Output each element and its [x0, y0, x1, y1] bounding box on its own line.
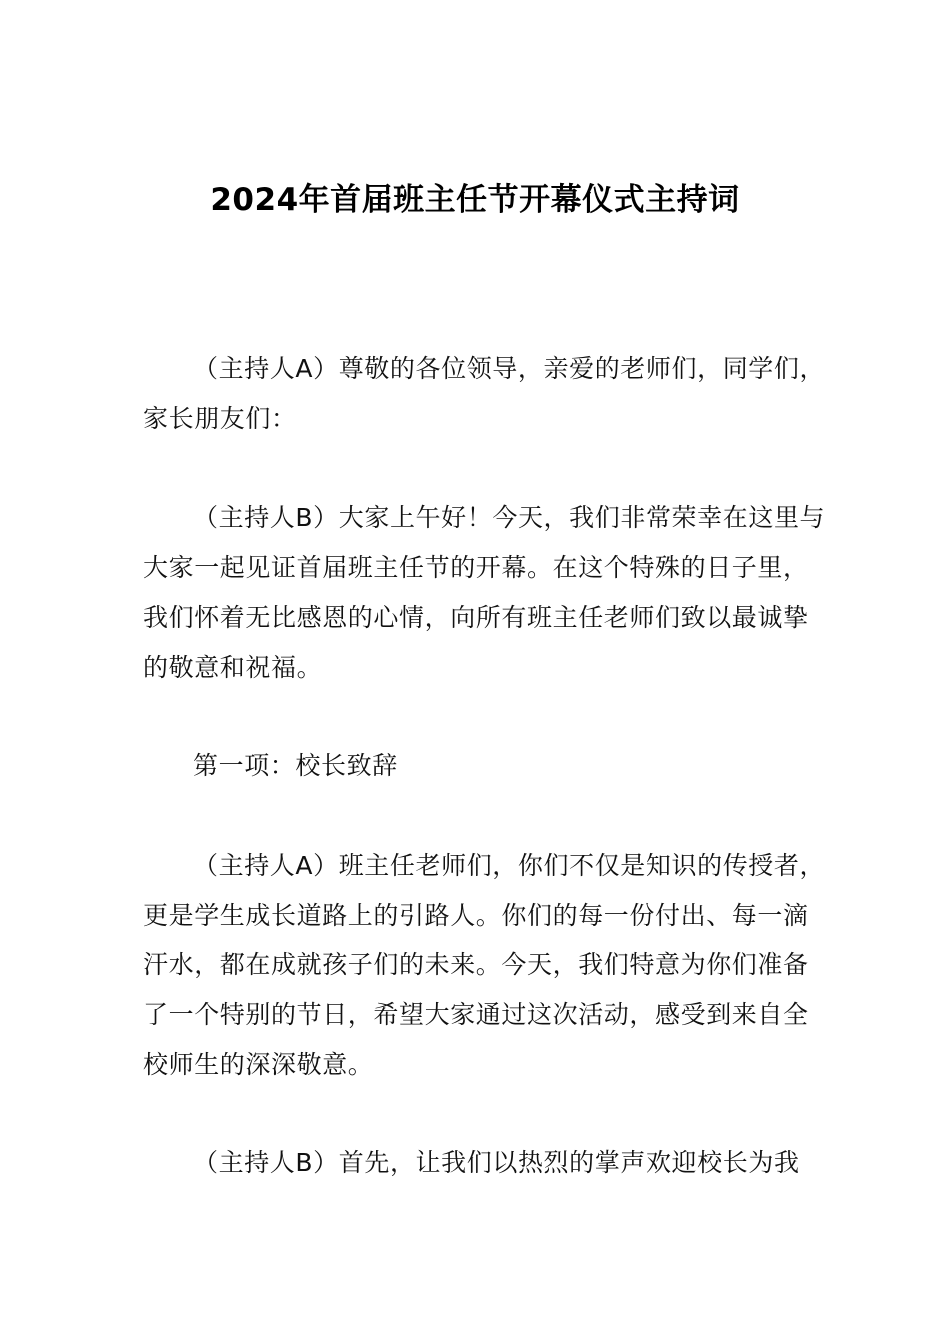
- document-title: 2024年首届班主任节开幕仪式主持词: [210, 181, 740, 218]
- paragraph-host-b-introduction: （主持人B）首先，让我们以热烈的掌声欢迎校长为我: [193, 1148, 800, 1178]
- paragraph-item-one-heading: 第一项：校长致辞: [193, 751, 398, 781]
- paragraph-host-a-greeting: （主持人A）尊敬的各位领导，亲爱的老师们，同学们，家长朋友们：: [143, 354, 826, 433]
- paragraph-host-b-welcome: （主持人B）大家上午好！今天，我们非常荣幸在这里与大家一起见证首届班主任节的开幕。在这个特殊的日子里，我们怀着无比感恩的心情，向所有班主任老师们致以最诚挚的敬意和祝福。: [143, 503, 826, 682]
- paragraph-host-a-tribute: （主持人A）班主任老师们，你们不仅是知识的传授者，更是学生成长道路上的引路人。你们的每一份付出、每一滴汗水，都在成就孩子们的未来。今天，我们特意为你们准备了一个特别的节日，希望大家通过这次活动，感受到来自全校师生的深深敬意。: [143, 850, 826, 1079]
- document-body: [143, 344, 833, 1188]
